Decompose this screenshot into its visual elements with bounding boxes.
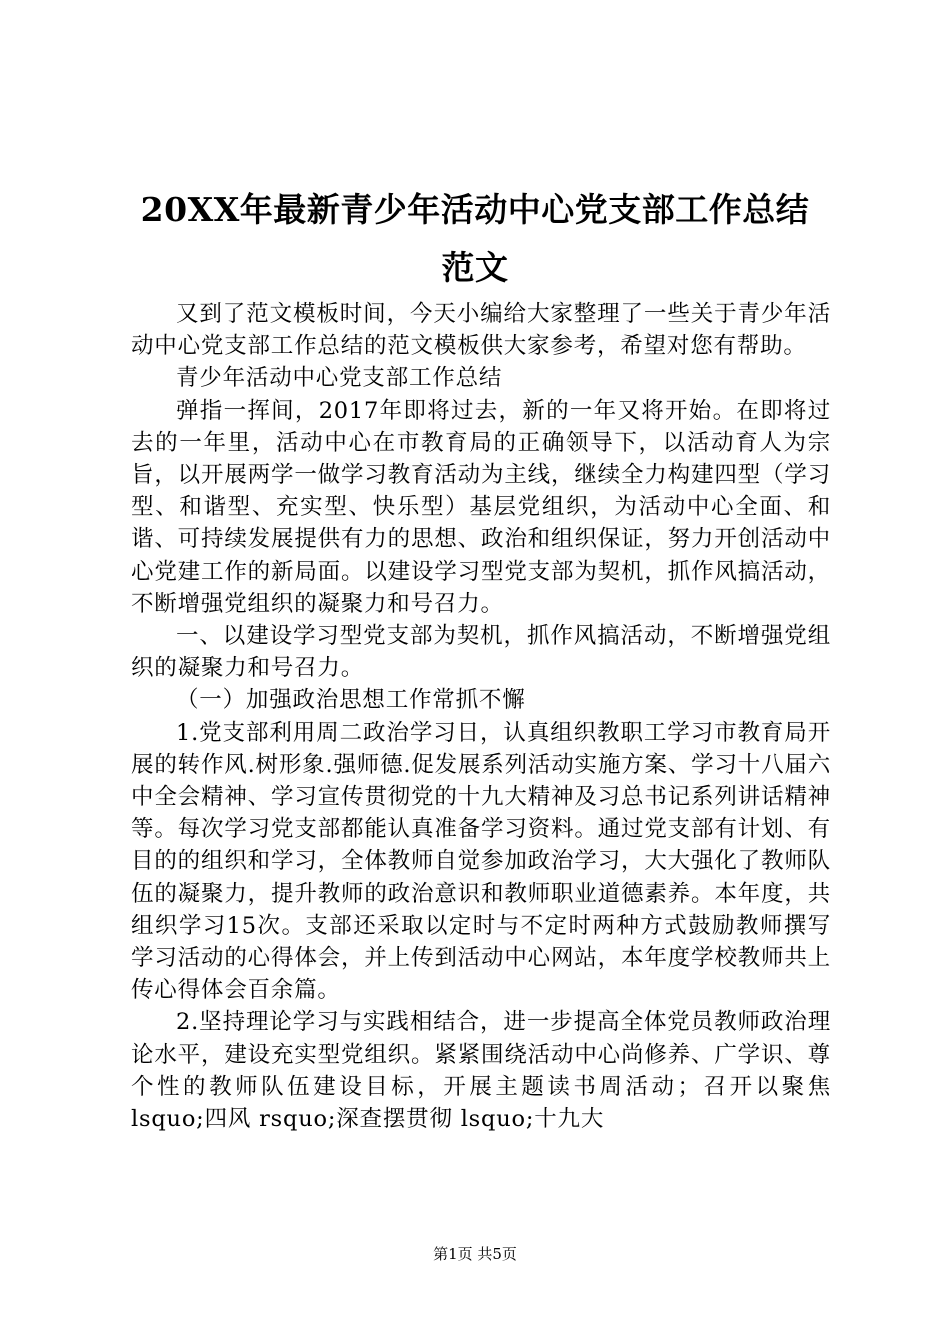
body-paragraph: 2.坚持理论学习与实践相结合，进一步提高全体党员教师政治理论水平，建设充实型党组织。紧紧围绕活动中心尚修养、广学识、尊个性的教师队伍建设目标，开展主题读书周活动；召开以聚焦 lsquo;四风 rsquo;深查摆贯彻 lsquo;十九大 xyxy=(131,1009,831,1133)
page-number: 第1页 共5页 xyxy=(433,1245,517,1263)
subsection-heading: （一）加强政治思想工作常抓不懈 xyxy=(176,687,526,714)
body-paragraph: 1.党支部利用周二政治学习日，认真组织教职工学习市教育局开展的转作风.树形象.强师德.促发展系列活动实施方案、学习十八届六中全会精神、学习宣传贯彻党的十九大精神及习总书记系列讲话精神等。每次学习党支部都能认真准备学习资料。通过党支部有计划、有目的的组织和学习，全体教师自觉参加政治学习，大大强化了教师队伍的凝聚力，提升教师的政治意识和教师职业道德素养。本年度，共组织学习15次。支部还采取以定时与不定时两种方式鼓励教师撰写学习活动的心得体会，并上传到活动中心网站，本年度学校教师共上传心得体会百余篇。 xyxy=(131,719,831,1004)
body-paragraph: 弹指一挥间，2017年即将过去，新的一年又将开始。在即将过去的一年里，活动中心在市教育局的正确领导下，以活动育人为宗旨，以开展两学一做学习教育活动为主线，继续全力构建四型（学习型、和谐型、充实型、快乐型）基层党组织，为活动中心全面、和谐、可持续发展提供有力的思想、政治和组织保证，努力开创活动中心党建工作的新局面。以建设学习型党支部为契机，抓作风搞活动，不断增强党组织的凝聚力和号召力。 xyxy=(131,397,831,617)
intro-paragraph: 又到了范文模板时间，今天小编给大家整理了一些关于青少年活动中心党支部工作总结的范文模板供大家参考，希望对您有帮助。 xyxy=(131,301,831,360)
document-title-continued: 范文 xyxy=(441,248,509,287)
document-body xyxy=(131,298,831,1135)
body-paragraph: 一、以建设学习型党支部为契机，抓作风搞活动，不断增强党组织的凝聚力和号召力。 xyxy=(131,623,831,682)
section-heading: 青少年活动中心党支部工作总结 xyxy=(176,365,503,392)
document-title: 20XX年最新青少年活动中心党支部工作总结 xyxy=(140,190,810,229)
